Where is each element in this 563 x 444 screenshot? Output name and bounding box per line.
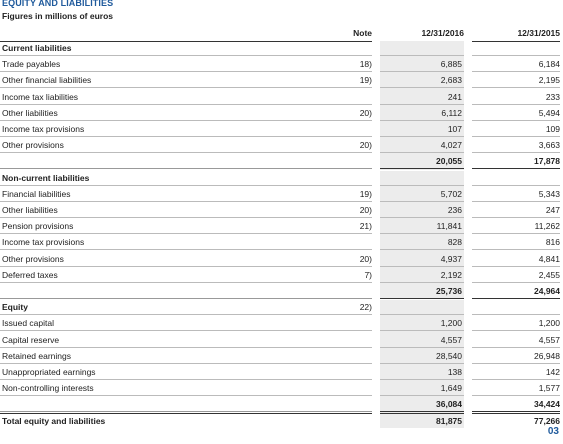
row-label: Income tax provisions — [2, 124, 85, 134]
total-rule — [0, 413, 372, 414]
value-2015: 3,663 — [538, 140, 560, 151]
table-row — [0, 267, 563, 283]
value-2016: 36,084 — [436, 399, 462, 410]
value-2016: 6,885 — [440, 59, 462, 70]
column-header-2016: 12/31/2016 — [421, 28, 464, 38]
value-2016: 4,027 — [440, 140, 462, 151]
table-row — [0, 137, 563, 153]
row-note: 20) — [359, 205, 372, 215]
value-2016: 11,841 — [436, 221, 462, 232]
section-heading-row — [0, 40, 563, 56]
value-2015: 233 — [545, 91, 560, 102]
row-label: Financial liabilities — [2, 188, 71, 199]
table-row — [0, 364, 563, 380]
value-2016: 828 — [447, 237, 462, 248]
row-note: 20) — [359, 107, 372, 118]
row-label: Other provisions — [2, 253, 64, 264]
row-label: Current liabilities — [2, 43, 72, 53]
value-2016: 5,702 — [440, 188, 462, 199]
value-2015: 77,266 — [534, 415, 560, 426]
table-row — [0, 105, 563, 121]
value-2016: 1,649 — [440, 383, 462, 394]
row-label: Equity — [2, 302, 28, 313]
value-2015: 26,948 — [534, 350, 560, 361]
value-2015: 142 — [545, 367, 560, 377]
value-2016: 81,875 — [436, 415, 462, 426]
value-2015: 11,262 — [534, 221, 560, 232]
table-row — [0, 218, 563, 234]
value-2016: 6,112 — [441, 107, 462, 118]
row-label: Other financial liabilities — [2, 75, 92, 86]
value-2015: 1,577 — [538, 383, 560, 394]
row-label: Total equity and liabilities — [2, 415, 106, 426]
table-row — [0, 89, 563, 105]
value-2015: 24,964 — [534, 286, 560, 296]
table-row — [0, 202, 563, 218]
total-rule — [472, 413, 560, 414]
value-2016: 4,557 — [440, 334, 462, 345]
value-2015: 5,494 — [538, 107, 560, 118]
total-rule — [380, 413, 464, 414]
value-2015: 247 — [545, 205, 560, 215]
value-2015: 4,841 — [538, 253, 560, 264]
value-2016: 25,736 — [436, 286, 462, 296]
value-2015: 109 — [545, 124, 560, 134]
table-row — [0, 56, 563, 72]
table-row — [0, 251, 563, 267]
row-label: Unappropriated earnings — [2, 367, 96, 377]
row-label: Income tax liabilities — [2, 91, 79, 102]
value-2016: 241 — [447, 91, 462, 102]
section-heading-row — [0, 299, 563, 315]
row-note: 18) — [359, 59, 372, 70]
value-2015: 2,455 — [538, 269, 560, 280]
value-2015: 5,343 — [538, 188, 560, 199]
row-label: Issued capital — [2, 318, 54, 329]
row-label: Non-controlling interests — [2, 383, 94, 394]
row-label: Other provisions — [2, 140, 64, 151]
total-row — [0, 413, 563, 429]
value-2016: 236 — [447, 205, 462, 215]
value-2016: 107 — [447, 124, 462, 134]
column-header-2015: 12/31/2015 — [517, 28, 560, 38]
value-2016: 1,200 — [440, 318, 462, 329]
row-label: Pension provisions — [2, 221, 74, 232]
table-row — [0, 380, 563, 396]
value-2016: 2,192 — [440, 269, 462, 280]
subtotal-row — [0, 283, 563, 299]
row-label: Deferred taxes — [2, 269, 58, 280]
table-row — [0, 234, 563, 250]
page-number: 03 — [547, 426, 559, 437]
value-2016: 20,055 — [436, 156, 462, 167]
table-row — [0, 186, 563, 202]
row-note: 19) — [359, 188, 372, 199]
value-2015: 1,200 — [538, 318, 560, 329]
table-row — [0, 121, 563, 137]
row-label: Trade payables — [2, 59, 61, 70]
row-note: 20) — [359, 253, 372, 264]
row-label: Capital reserve — [2, 334, 60, 345]
row-label: Retained earnings — [2, 350, 71, 361]
value-2016: 28,540 — [436, 350, 462, 361]
subtotal-row — [0, 396, 563, 412]
row-note: 7) — [364, 269, 372, 280]
row-label: Other liabilities — [2, 205, 58, 215]
value-2015: 4,557 — [538, 334, 560, 345]
table-row — [0, 348, 563, 364]
subtotal-row — [0, 153, 563, 169]
column-header-note: Note — [353, 28, 372, 38]
row-label: Other liabilities — [2, 107, 58, 118]
table-row — [0, 332, 563, 348]
value-2016: 138 — [447, 367, 462, 377]
value-2015: 17,878 — [534, 156, 560, 167]
row-note: 21) — [359, 221, 372, 232]
table-row — [0, 72, 563, 88]
row-note: 19) — [359, 75, 372, 86]
value-2015: 34,424 — [534, 399, 560, 410]
row-note: 22) — [359, 302, 372, 313]
row-note: 20) — [359, 140, 372, 151]
value-2016: 2,683 — [440, 75, 462, 86]
section-heading-row — [0, 170, 563, 186]
page-title: EQUITY AND LIABILITIES — [2, 0, 114, 8]
row-label: Income tax provisions — [2, 237, 85, 248]
page-subtitle: Figures in millions of euros — [2, 11, 113, 21]
value-2016: 4,937 — [440, 253, 462, 264]
row-label: Non-current liabilities — [2, 172, 90, 183]
value-2015: 816 — [545, 237, 560, 248]
value-2015: 2,195 — [538, 75, 560, 86]
value-2015: 6,184 — [538, 59, 560, 70]
table-row — [0, 315, 563, 331]
